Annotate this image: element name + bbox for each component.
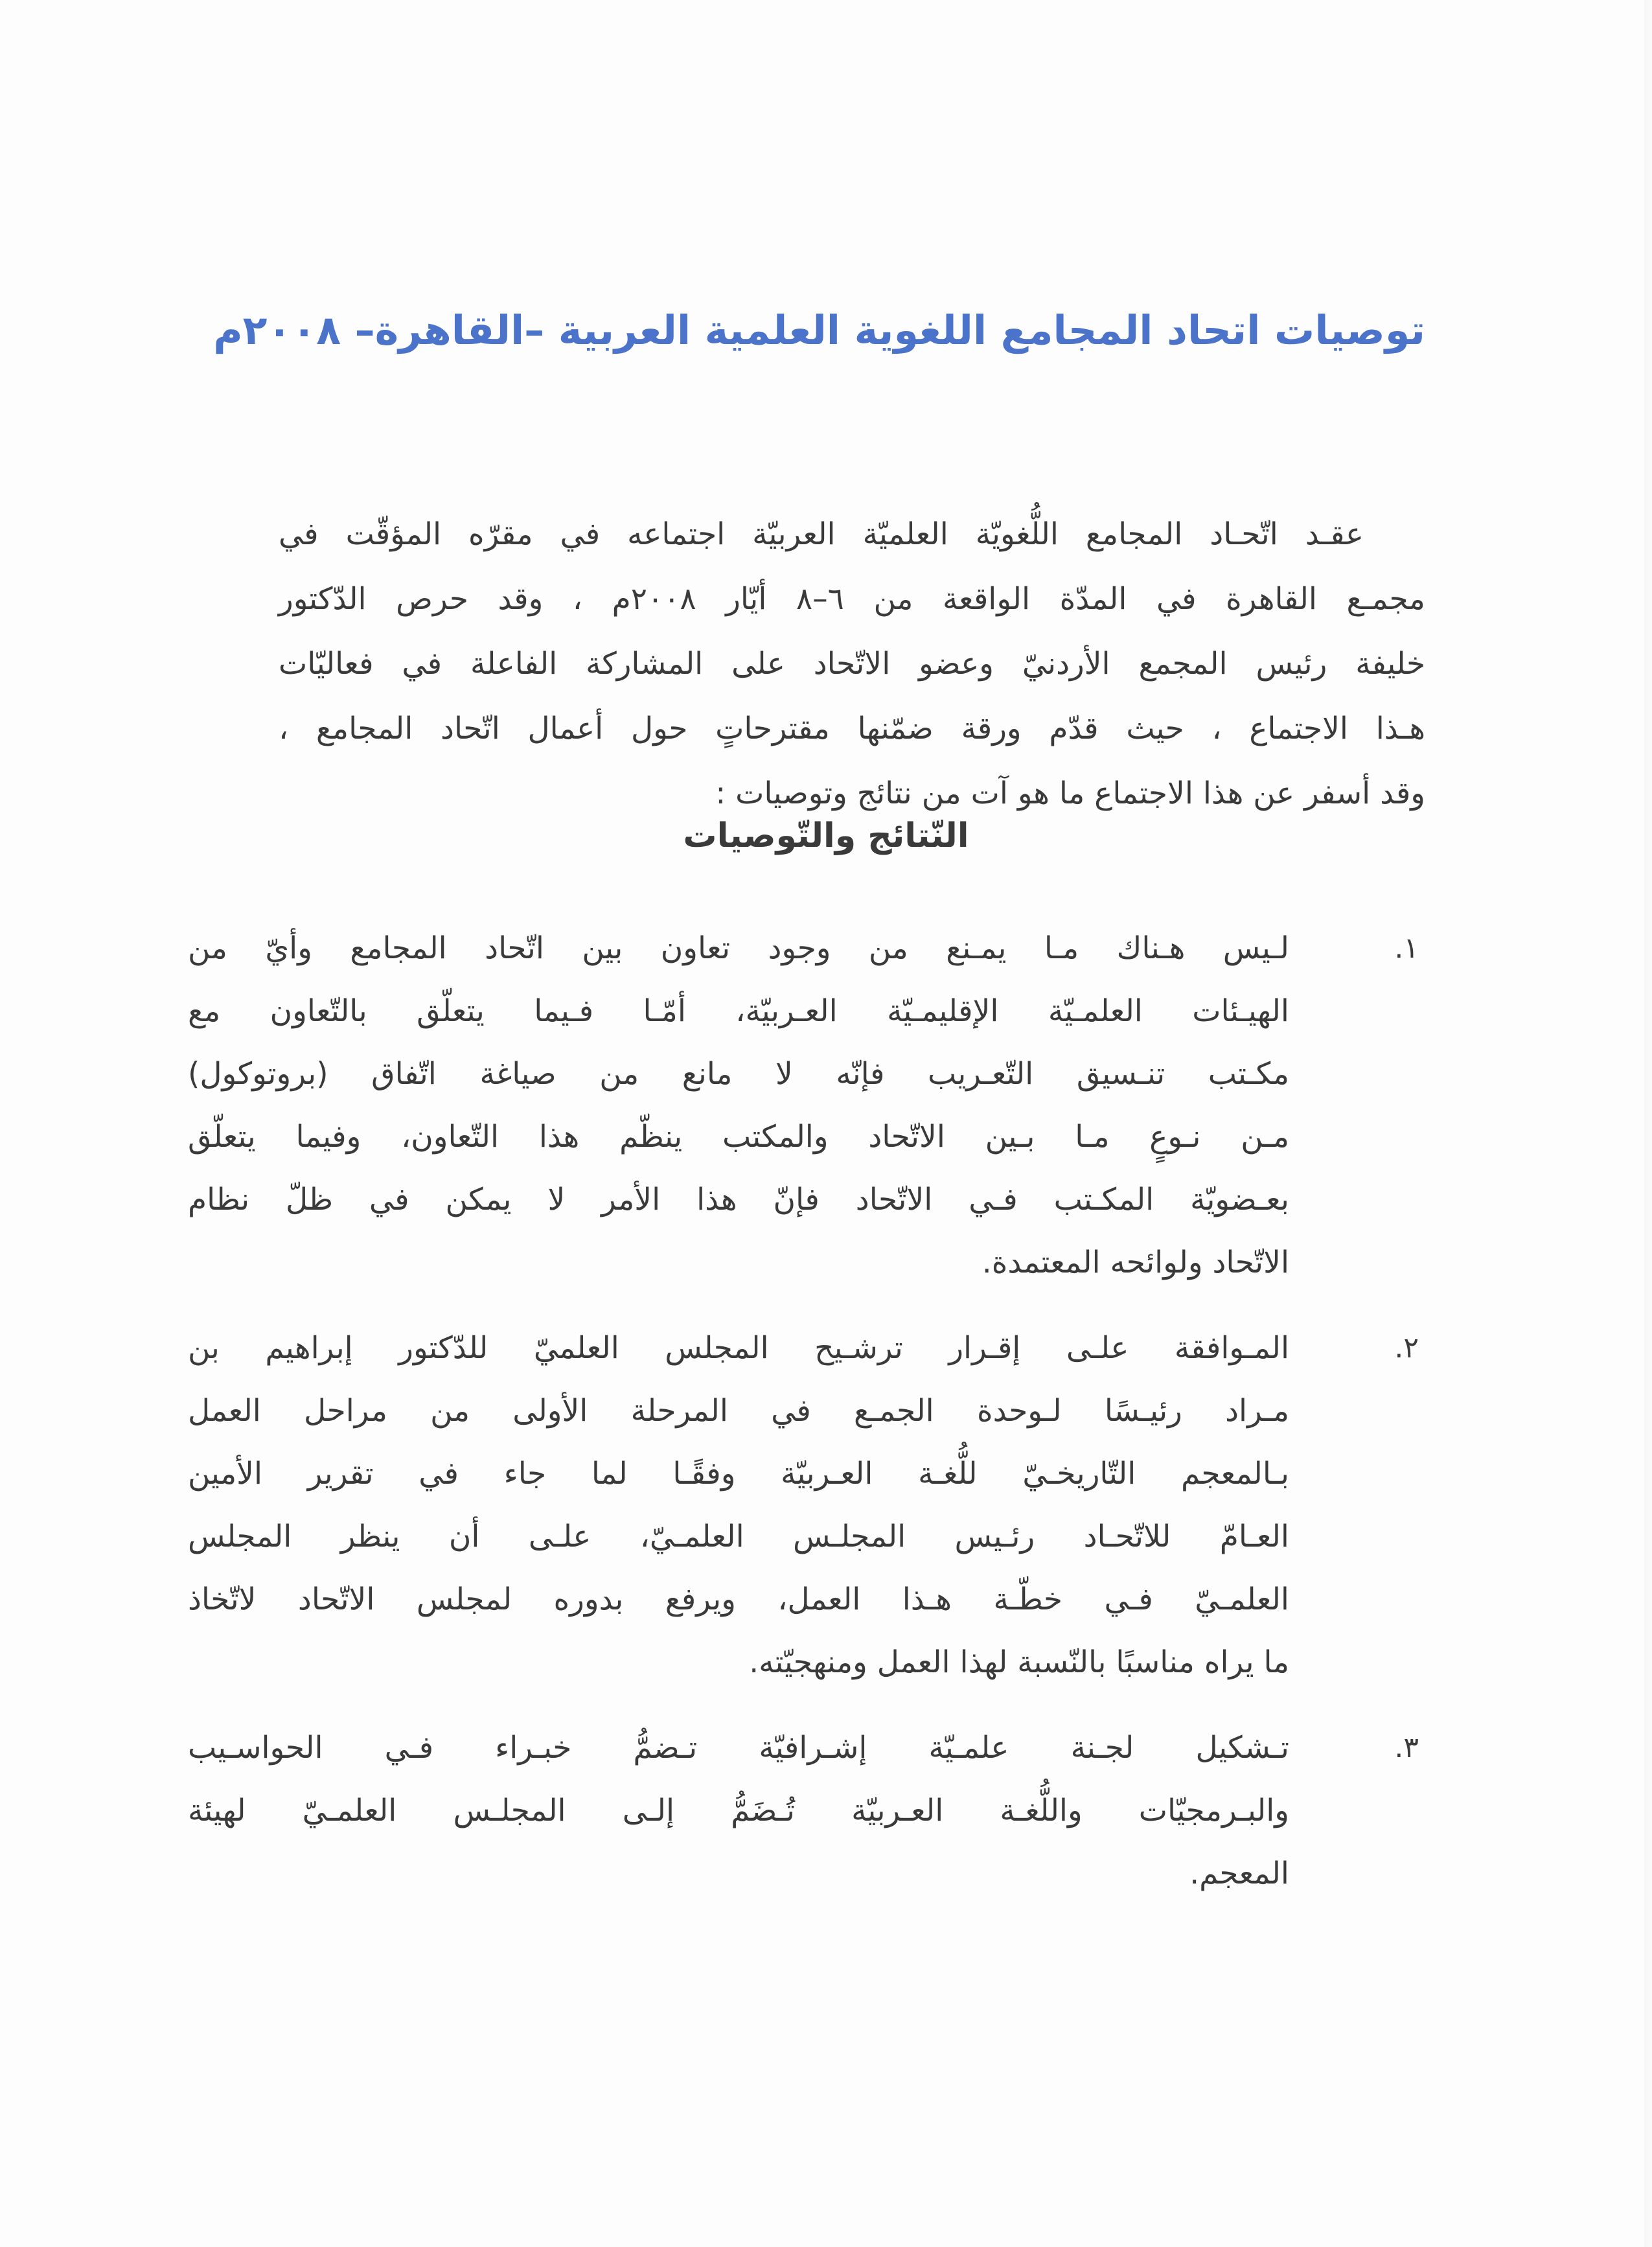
- recommendation-text: [188, 917, 1289, 1294]
- recommendation-line: العـامّ للاتّحـاد رئـيس المجلـس العلمـيّ، علـى أن ينظر المجلس: [188, 1519, 1289, 1554]
- recommendation-line: والبـرمجيّات واللُّغـة العـربيّة تُـضَمُّ إلـى المجلـس العلمـيّ لهيئة: [188, 1793, 1289, 1828]
- recommendation-text: [188, 1317, 1289, 1694]
- recommendations-list: [188, 917, 1419, 1928]
- recommendation-item: [188, 1317, 1419, 1694]
- intro-line: عقـد اتّحـاد المجامع اللُّغويّة العلميّة العربيّة اجتماعه في مقرّه المؤقّت في: [279, 516, 1364, 552]
- recommendation-item: [188, 917, 1419, 1294]
- recommendation-line: بـالمعجم التّاريخـيّ للُّغـة العـربيّة وفقًـا لما جاء في تقرير الأمين: [188, 1456, 1289, 1492]
- recommendation-line: الاتّحاد ولوائحه المعتمدة.: [981, 1245, 1289, 1280]
- intro-line: وقد أسفر عن هذا الاجتماع ما هو آت من نتائج وتوصيات :: [715, 776, 1425, 811]
- recommendation-line: العلمـيّ فـي خطّـة هـذا العمل، ويرفع بدوره لمجلس الاتّحاد لاتّخاذ: [188, 1582, 1289, 1617]
- recommendation-line: مكـتب تنـسيق التّعـريب فإنّه لا مانع من صياغة اتّفاق (بروتوكول): [188, 1056, 1289, 1092]
- recommendation-text: [188, 1716, 1289, 1905]
- recommendation-number: ١.: [1394, 932, 1419, 965]
- recommendation-number: ٣.: [1394, 1731, 1419, 1764]
- recommendation-line: تـشكيل لجـنة علمـيّة إشـرافيّة تـضمُّ خبـراء فـي الحواسـيب: [188, 1730, 1289, 1766]
- intro-line: مجمـع القاهرة في المدّة الواقعة من ٦–٨ أيّار ٢٠٠٨م ، وقد حرص الدّكتور: [279, 581, 1425, 617]
- recommendation-number: ٢.: [1394, 1331, 1419, 1365]
- document-title: توصيات اتحاد المجامع اللغوية العلمية العربية –القاهرة– ٢٠٠٨م: [213, 306, 1425, 354]
- page-edge-shadow: [1644, 0, 1652, 2247]
- section-heading: النّتائج والتّوصيات: [683, 816, 969, 855]
- recommendation-item: [188, 1716, 1419, 1905]
- recommendation-line: المعجم.: [1189, 1856, 1289, 1891]
- recommendation-line: مـن نـوعٍ مـا بـين الاتّحاد والمكتب ينظّم هذا التّعاون، وفيما يتعلّق: [188, 1119, 1289, 1155]
- recommendation-line: ما يراه مناسبًا بالنّسبة لهذا العمل ومنهجيّته.: [749, 1644, 1289, 1680]
- recommendation-line: بعـضويّة المكـتب فـي الاتّحاد فإنّ هذا الأمر لا يمكن في ظلّ نظام: [188, 1182, 1289, 1217]
- recommendation-line: لـيس هـناك مـا يمـنع من وجود تعاون بين اتّحاد المجامع وأيّ من: [188, 930, 1289, 966]
- intro-line: هـذا الاجتماع ، حيث قدّم ورقة ضمّنها مقترحاتٍ حول أعمال اتّحاد المجامع ،: [279, 711, 1425, 746]
- intro-paragraph: [279, 502, 1425, 826]
- recommendation-line: المـوافقة علـى إقـرار ترشـيح المجلس العلميّ للدّكتور إبراهيم بن: [188, 1330, 1289, 1366]
- recommendation-line: مـراد رئيـسًا لـوحدة الجمـع في المرحلة الأولى من مراحل العمل: [188, 1393, 1289, 1429]
- intro-line: خليفة رئيس المجمع الأردنيّ وعضو الاتّحاد على المشاركة الفاعلة في فعاليّات: [279, 646, 1425, 682]
- recommendation-line: الهيـئات العلمـيّة الإقليمـيّة العـربيّة، أمّـا فـيما يتعلّق بالتّعاون مع: [188, 993, 1289, 1029]
